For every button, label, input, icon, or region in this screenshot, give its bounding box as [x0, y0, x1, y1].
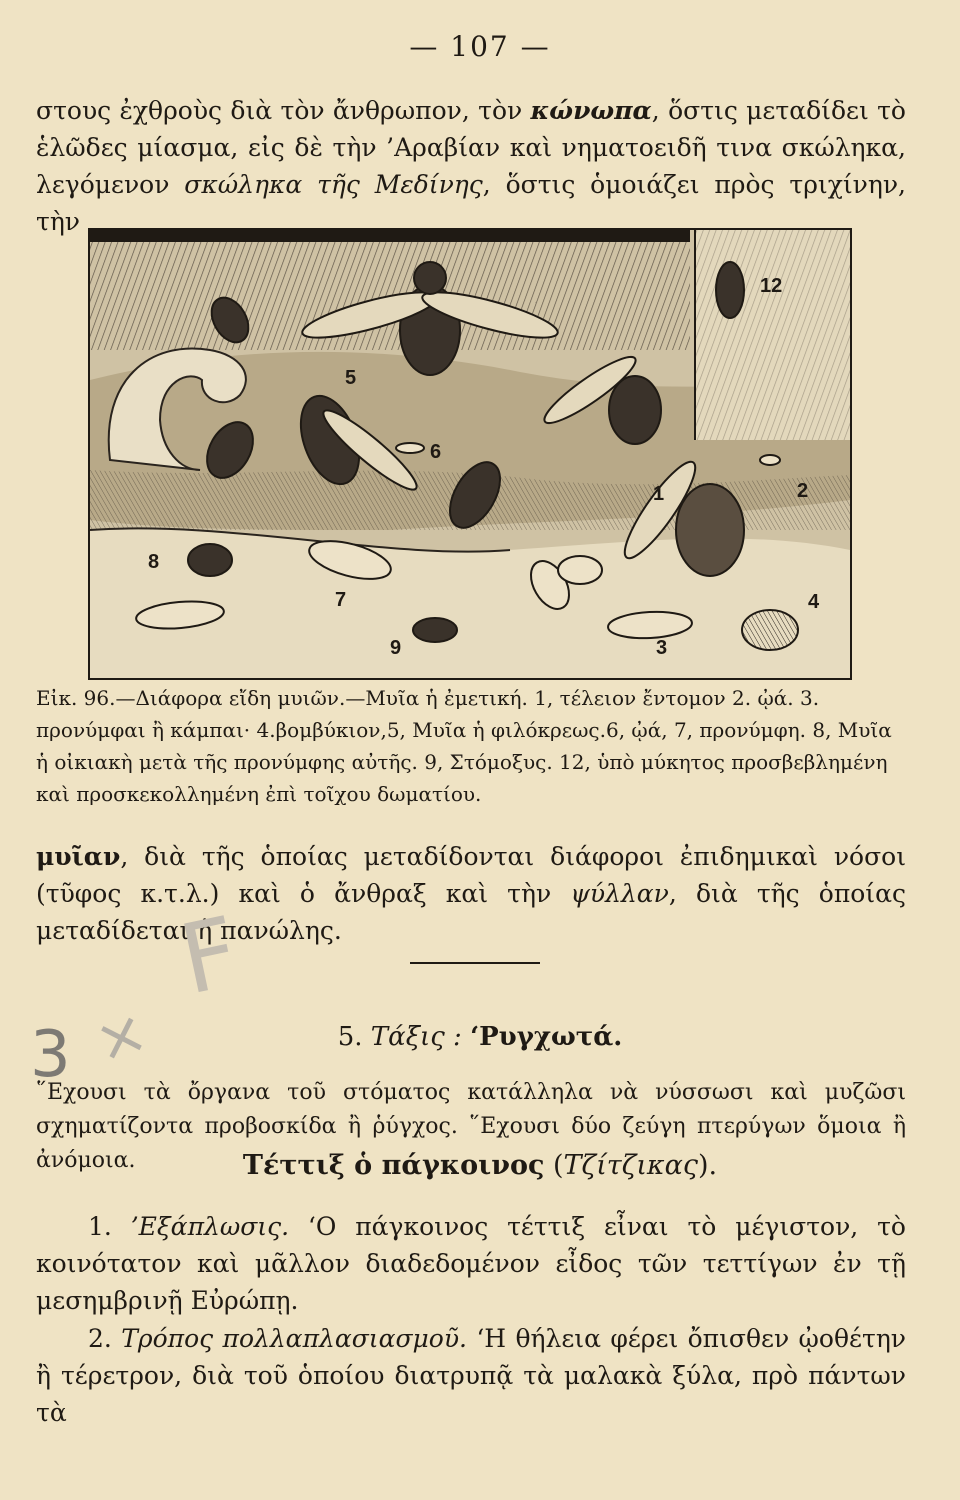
section-1-text: ‘Ο πάγκοινος τέττιξ εἶναι τὸ μέγιστον, τὸ κοινότατον καὶ μᾶλλον διαδεδομένον εἶδος τῶν τεττίγων ἐν τῇ μεσημβρινῇ Εὐρώπῃ. — [36, 1212, 906, 1315]
figure-label-12: 12 — [760, 275, 783, 297]
order-number: 5. — [337, 1022, 363, 1052]
figure-label-2: 2 — [797, 480, 809, 502]
figure-label-5: 5 — [345, 367, 357, 389]
figure-label-9: 9 — [390, 637, 402, 659]
intro-paragraph — [36, 92, 906, 240]
section-1-number: 1. — [88, 1212, 131, 1241]
order-description: ῞Εχουσι τὰ ὄργανα τοῦ στόματος κατάλληλα νὰ νύσσωσι καὶ μυζῶσι σχηματίζοντα προβοσκίδα ἢ ῥύγχος. ῞Εχουσι δύο ζεύγη πτερύγων ὅμοια ἢ ἀνόμοια. — [36, 1080, 906, 1173]
figure-label-4: 4 — [808, 591, 820, 613]
flies-paragraph — [36, 838, 906, 949]
figure-label-1: 1 — [653, 483, 665, 505]
section-2-text: ‘Η θήλεια φέρει ὄπισθεν ᾠοθέτην ἢ τέρετρον, διὰ τοῦ ὁποίου διατρυπᾷ τὰ μαλακὰ ξύλα, πρὸ πάντων τὰ — [36, 1324, 906, 1427]
order-heading — [0, 1022, 960, 1052]
pencil-annotation-3: 3 — [30, 1018, 71, 1092]
pencil-annotation-f: F — [170, 895, 249, 1017]
section-1-heading: ’Εξάπλωσις. — [130, 1212, 290, 1241]
section-2-heading: Τρόπος πολλαπλασιασμοῦ. — [121, 1324, 467, 1353]
figure-label-3: 3 — [656, 637, 668, 659]
section-divider — [410, 962, 540, 964]
section-1-paragraph — [36, 1208, 906, 1319]
flies-engraving-illustration — [90, 230, 850, 678]
intro-term-medina-worm: σκώληκα τῆς Μεδίνης — [184, 170, 483, 199]
order-label: Τάξις : — [370, 1022, 462, 1052]
pencil-annotation-x: × — [86, 995, 156, 1079]
flies-term-flea: ψύλλαν — [570, 879, 669, 908]
figure-label-6: 6 — [430, 441, 442, 463]
figure-caption: Εἰκ. 96.—Διάφορα εἴδη μυιῶν.—Μυῖα ἡ ἐμετική. 1, τέλειον ἔντομον 2. ᾠά. 3. προνύμφαι ἢ κάμπαι· 4.βομβύκιον,5, Μυῖα ἡ φιλόκρεως.6, ᾠά, 7, προνύμφη. 8, Μυῖα ἡ οἰκιακὴ μετὰ τῆς προνύμφης αὐτῆς. 9, Στόμοξυς. 12, ὑπὸ μύκητος προσβεβλημένη καὶ προσκεκολλημένη ἐπὶ τοῖχου δωματίου. — [36, 686, 892, 806]
species-common-name: Τζίτζικας — [563, 1150, 698, 1181]
flies-engraving-figure — [88, 228, 852, 680]
figure-label-8: 8 — [148, 551, 160, 573]
flies-text-2: , διὰ τῆς ὁποίας μεταδίδεται ἡ πανώλης. — [36, 879, 906, 945]
order-name: ‘Ρυγχωτά. — [470, 1022, 623, 1052]
intro-text-2: , ὅστις μεταδίδει τὸ ἑλῶδες μίασμα, εἰς δὲ τὴν ’Αραβίαν καὶ νηματοειδῆ τινα σκώληκα, λεγόμενον — [36, 96, 906, 199]
page-number: — 107 — — [409, 30, 551, 63]
species-name: Τέττιξ ὁ πάγκοινος — [242, 1150, 545, 1181]
intro-term-konopa: κώνωπα — [530, 96, 652, 125]
flies-text-1: , διὰ τῆς ὁποίας μεταδίδονται διάφοροι ἐπιδημικαὶ νόσοι (τῦφος κ.τ.λ.) καὶ ὁ ἄνθραξ καὶ τὴν — [36, 842, 906, 908]
figure-label-7: 7 — [335, 589, 347, 611]
species-heading: Τέττιξ ὁ πάγκοινος (Τζίτζικας). — [242, 1150, 718, 1181]
flies-term-fly: μυῖαν — [36, 842, 121, 871]
section-2-number: 2. — [88, 1324, 122, 1353]
section-2-paragraph — [36, 1320, 906, 1431]
intro-text-1: στους ἐχθροὺς διὰ τὸν ἄνθρωπον, τὸν — [36, 96, 531, 125]
intro-text-3: , ὅστις ὁμοιάζει πρὸς τριχίνην, τὴν — [36, 170, 907, 236]
